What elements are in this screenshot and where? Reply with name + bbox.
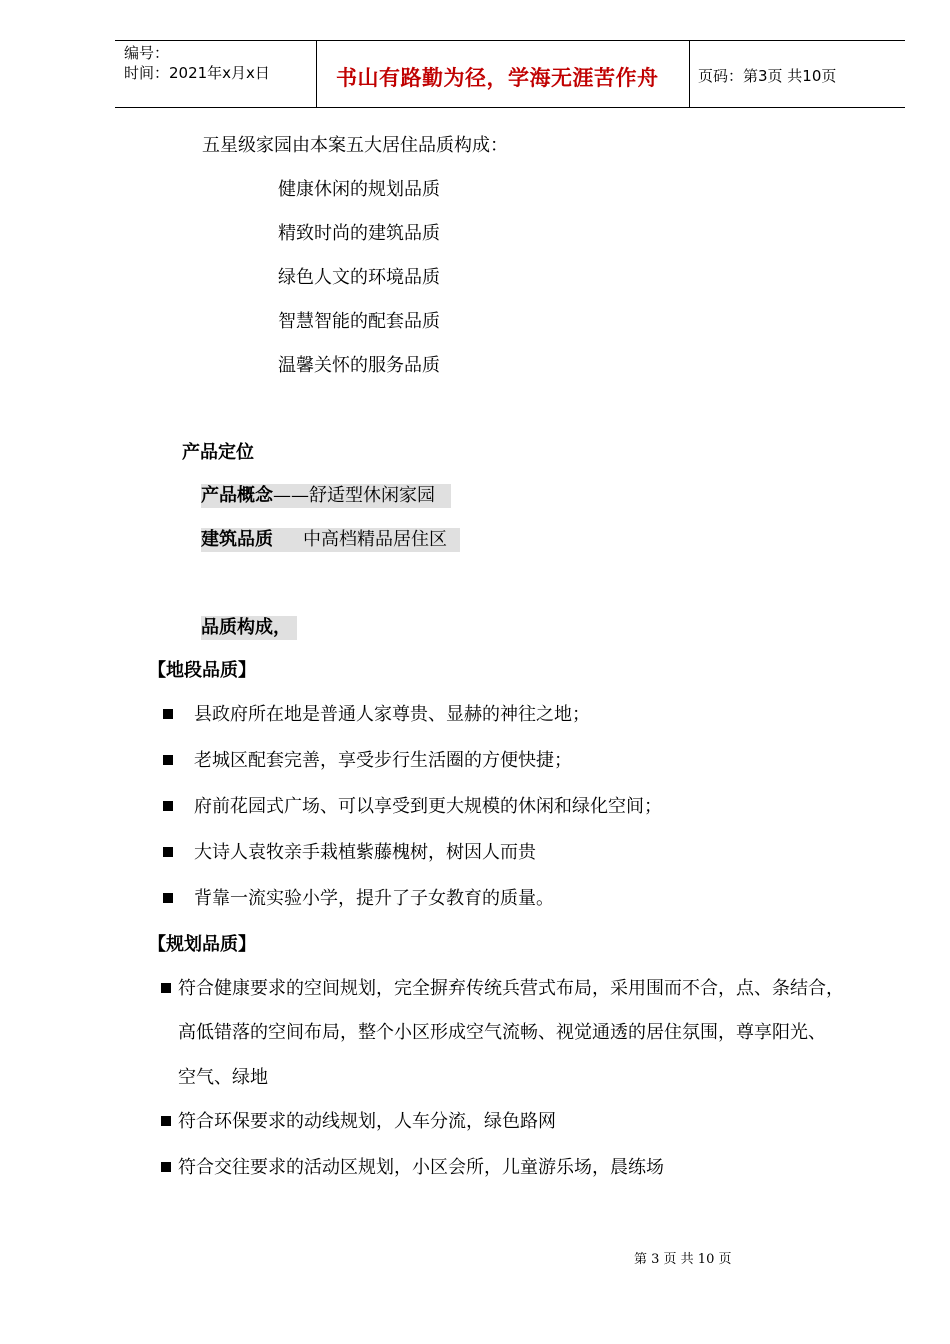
- architecture-label: 建筑品质: [201, 529, 273, 550]
- header-divider-left: [316, 40, 317, 108]
- header-motto: 书山有路勤为径，学海无涯苦作舟: [336, 66, 659, 90]
- location-bullet: 大诗人袁牧亲手栽植紫藤槐树，树因人而贵: [194, 842, 536, 863]
- bullet-square-icon: [163, 801, 173, 811]
- document-time-label: 时间：2021年x月x日: [124, 64, 270, 82]
- quality-item: 温馨关怀的服务品质: [278, 355, 440, 376]
- planning-bullet-line: 高低错落的空间布局，整个小区形成空气流畅、视觉通透的居住氛围，尊享阳光、: [178, 1022, 826, 1043]
- header-bottom-rule: [115, 107, 905, 108]
- section-title-positioning: 产品定位: [182, 442, 254, 463]
- concept-row: [201, 484, 451, 508]
- header-page-label: 页码：第3页 共10页: [698, 67, 837, 85]
- architecture-row: [201, 528, 460, 552]
- concept-label: 产品概念: [201, 485, 273, 506]
- bullet-square-icon: [163, 709, 173, 719]
- quality-item: 精致时尚的建筑品质: [278, 223, 440, 244]
- quality-item: 智慧智能的配套品质: [278, 311, 440, 332]
- section-title-location: 【地段品质】: [148, 660, 256, 681]
- bullet-square-icon: [163, 755, 173, 765]
- header-divider-right: [689, 40, 690, 108]
- header-top-rule: [115, 40, 905, 41]
- location-bullet: 老城区配套完善，享受步行生活圈的方便快捷；: [194, 750, 572, 771]
- page-footer: 第 3 页 共 10 页: [634, 1252, 732, 1267]
- bullet-square-icon: [161, 1116, 171, 1126]
- bullet-square-icon: [161, 983, 171, 993]
- location-bullet: 县政府所在地是普通人家尊贵、显赫的神往之地；: [194, 704, 590, 725]
- architecture-value: 中高档精品居住区: [303, 529, 447, 550]
- quality-item: 绿色人文的环境品质: [278, 267, 440, 288]
- bullet-square-icon: [163, 847, 173, 857]
- bullet-square-icon: [163, 893, 173, 903]
- location-bullet: 背靠一流实验小学，提升了子女教育的质量。: [194, 888, 554, 909]
- planning-bullet-line: 符合健康要求的空间规划，完全摒弃传统兵营式布局，采用围而不合，点、条结合，: [178, 978, 844, 999]
- composition-label: 品质构成，: [201, 616, 297, 640]
- section-title-planning: 【规划品质】: [148, 934, 256, 955]
- planning-bullet: 符合交往要求的活动区规划，小区会所，儿童游乐场，晨练场: [178, 1157, 664, 1178]
- planning-bullet: 符合环保要求的动线规划，人车分流，绿色路网: [178, 1111, 556, 1132]
- location-bullet: 府前花园式广场、可以享受到更大规模的休闲和绿化空间；: [194, 796, 662, 817]
- concept-value: ——舒适型休闲家园: [273, 485, 435, 506]
- document-number-label: 编号：: [124, 44, 170, 62]
- planning-bullet-line: 空气、绿地: [178, 1067, 268, 1088]
- quality-item: 健康休闲的规划品质: [278, 179, 440, 200]
- bullet-square-icon: [161, 1162, 171, 1172]
- intro-lead: 五星级家园由本案五大居住品质构成：: [202, 135, 508, 156]
